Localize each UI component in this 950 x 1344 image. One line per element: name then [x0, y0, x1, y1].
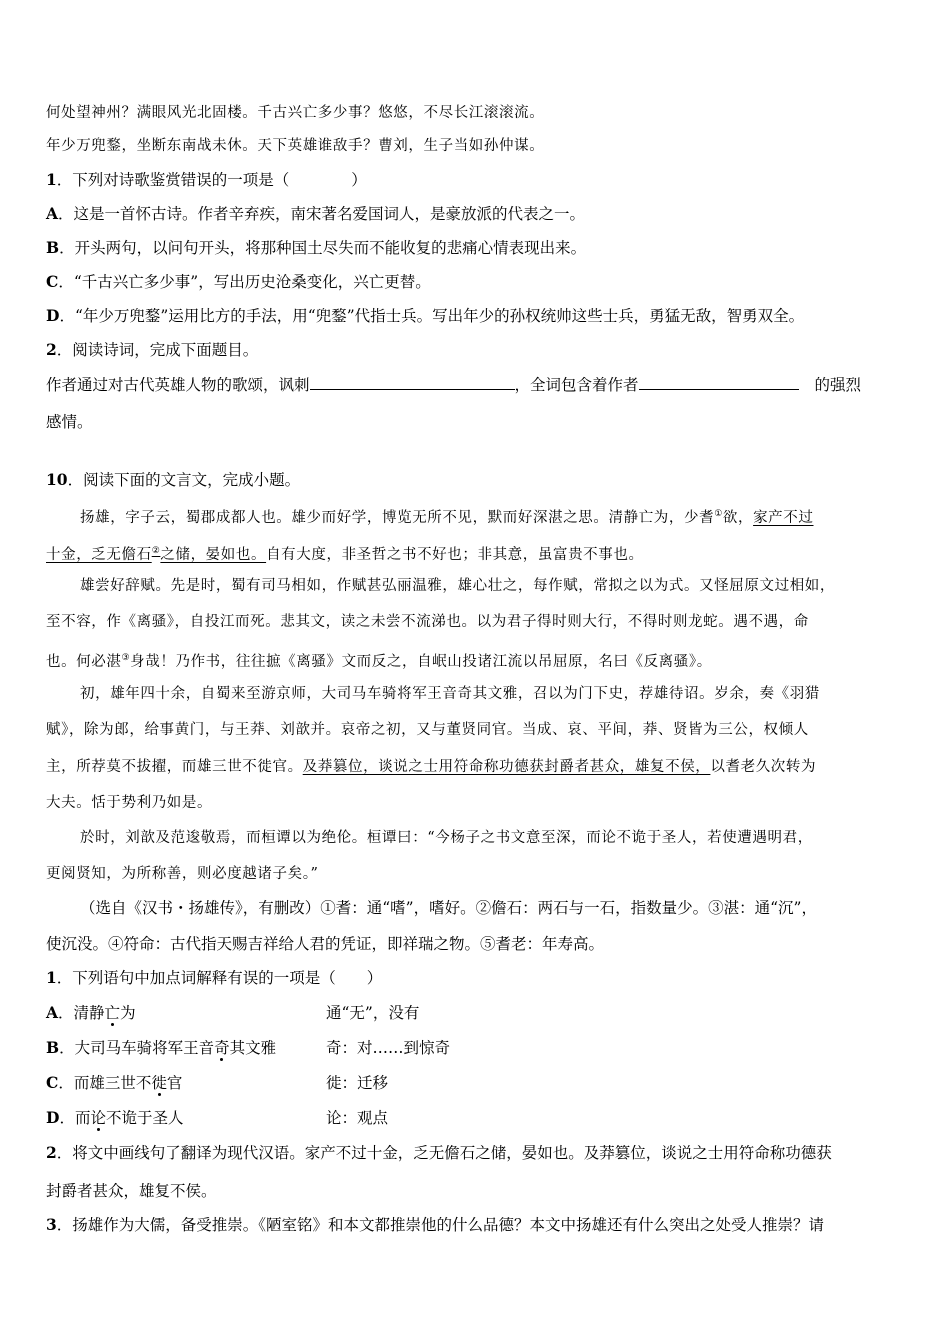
option-b [46, 238, 586, 258]
option-gloss: 论：观点 [326, 1109, 389, 1127]
passage-p3-line1: 初，雄年四十余，自蜀来至游京师，大司马车骑将军王音奇其文雅，召以为门下史，荐雄待诏。岁余，奏《羽猎 [80, 686, 820, 702]
text: 身哉！乃作书，往往摭《离骚》文而反之，自岷山投诸江流以吊屈原，名曰《反离骚》。 [130, 654, 712, 670]
passage-p1-line2 [46, 541, 644, 565]
option-letter: D [46, 306, 60, 325]
question-number: 2 [46, 1143, 57, 1162]
option-text: ．“年少万兜鍪”运用比方的手法，用“兜鍪”代指士兵。写出年少的孙权统帅这些士兵，勇猛无敌，智勇双全。 [59, 307, 805, 325]
question-2 [46, 340, 258, 360]
sub-option-b [46, 1038, 606, 1058]
option-text: ．而 [59, 1109, 91, 1127]
option-c [46, 272, 431, 292]
sub-option-a [46, 1003, 606, 1023]
option-text: 官 [166, 1074, 183, 1092]
passage-p3-line4: 大夫。恬于势利乃如是。 [46, 795, 213, 811]
passage-p2-line2: 至不容，作《离骚》，自投江而死。悲其文，读之未尝不流涕也。以为君子得时则大行，不得时则龙蛇。遇不遇，命 [46, 614, 809, 630]
poem-line-2: 年少万兜鍪，坐断东南战未休。天下英雄谁敌手？曹刘，生子当如孙仲谋。 [46, 138, 545, 154]
sub-option-c [46, 1073, 606, 1093]
option-text: ．清静 [58, 1004, 105, 1022]
option-gloss: 奇：对……到惊奇 [326, 1039, 451, 1057]
option-letter: A [46, 1003, 59, 1022]
question-stem: ．阅读下面的文言文，完成小题。 [67, 471, 301, 489]
underlined-sentence: 十金，乏无儋石 [46, 547, 152, 563]
option-text: ．而雄三世不 [58, 1074, 152, 1092]
underlined-sentence: 及莽篡位，谈说之士用符命称功德获封爵者甚众，雄复不侯， [302, 759, 711, 775]
fill-text: 的强烈 [814, 376, 862, 394]
question-stem: ．扬雄作为大儒，备受推崇。《陋室铭》和本文都推崇他的什么品德？本文中扬雄还有什么突出之处受人推崇？请 [56, 1216, 825, 1234]
passage-p4-line1: 於时，刘歆及范逡敬焉，而桓谭以为绝伦。桓谭曰：“今杨子之书文意至深，而论不诡于圣人，若使遭遇明君， [80, 830, 813, 846]
option-letter: B [46, 238, 60, 257]
passage-p3-line2: 赋》，除为郎，给事黄门，与王莽、刘歆并。哀帝之初，又与董贤同官。当成、哀、平间，莽、贤皆为三公，权倾人 [46, 722, 809, 738]
question-10 [46, 470, 300, 490]
answer-blank-2[interactable] [639, 374, 799, 390]
footnote-mark: ① [714, 509, 723, 519]
poem-line-1: 何处望神州？满眼风光北固楼。千古兴亡多少事？悠悠，不尽长江滚滚流。 [46, 105, 545, 121]
underlined-sentence: 之储，晏如也。 [160, 547, 267, 563]
option-gloss: 通“无”，没有 [326, 1004, 420, 1022]
fill-text: ，全词包含着作者 [514, 376, 639, 394]
option-gloss: 徙：迁移 [326, 1074, 389, 1092]
question-stem: ．将文中画线句了翻译为现代汉语。家产不过十金，乏无儋石之储，晏如也。及莽篡位，谈说之士用符命称功德获 [56, 1144, 832, 1162]
passage-p2-line3 [46, 648, 712, 672]
option-text: ．大司马车骑将军王音 [59, 1039, 215, 1057]
passage-p3-line3 [46, 757, 816, 777]
source-note-line2: 使沉没。④符命：古代指天赐吉祥给人君的凭证，即祥瑞之物。⑤耆老：年寿高。 [46, 935, 605, 953]
passage-p1-line1 [80, 504, 813, 528]
option-letter: C [46, 1073, 59, 1092]
option-text: 其文雅 [229, 1039, 277, 1057]
dotted-word: 奇 [214, 1039, 230, 1057]
passage-p2-line1: 雄尝好辞赋。先是时，蜀有司马相如，作赋甚弘丽温雅，雄心壮之，每作赋，常拟之以为式。又怪屈原文过相如， [80, 578, 835, 594]
fill-text: 作者通过对古代英雄人物的歌颂，讽刺 [46, 376, 310, 394]
text: 以耆老久次转为 [710, 759, 817, 775]
text: 自有大度，非圣哲之书不好也；非其意，虽富贵不事也。 [266, 547, 644, 563]
option-letter: A [46, 204, 59, 223]
question-stem: ．阅读诗词，完成下面题目。 [56, 341, 259, 359]
option-text: 为 [120, 1004, 136, 1022]
question-number: 1 [46, 170, 57, 189]
question-number: 1 [46, 968, 57, 987]
option-letter: B [46, 1038, 60, 1057]
source-note-line1: （选自《汉书・扬雄传》，有删改）①耆：通“嗜”，嗜好。②儋石：两石与一石，指数量少。③湛：通“沉”， [80, 899, 817, 917]
option-text: 不诡于圣人 [105, 1109, 184, 1127]
question-2-fill-line [46, 374, 861, 395]
option-letter: C [46, 272, 59, 291]
option-text: ．开头两句，以问句开头，将那种国土尽失而不能收复的悲痛心情表现出来。 [59, 239, 587, 257]
option-a [46, 204, 585, 224]
question-number: 10 [46, 470, 68, 489]
dotted-word: 徙 [151, 1074, 167, 1092]
option-text: ．“千古兴亡多少事”，写出历史沧桑变化，兴亡更替。 [58, 273, 431, 291]
answer-blank-1[interactable] [310, 374, 515, 390]
footnote-mark: ② [151, 546, 161, 556]
question-2-fill-end: 感情。 [46, 413, 93, 431]
question-number: 3 [46, 1215, 57, 1234]
dotted-word: 论 [90, 1109, 106, 1127]
text: 主，所荐莫不拔擢，而雄三世不徙官。 [46, 759, 303, 775]
sub-question-1 [46, 968, 382, 988]
text: 也。何必湛 [46, 654, 122, 670]
sub-question-2-line2: 封爵者甚众，雄复不侯。 [46, 1182, 217, 1200]
underlined-sentence: 家产不过 [753, 510, 814, 526]
sub-question-3-line1 [46, 1215, 824, 1235]
question-1 [46, 170, 367, 190]
footnote-mark: ③ [121, 653, 131, 663]
text: 扬雄，字子云，蜀郡成都人也。雄少而好学，博览无所不见，默而好深湛之思。清静亡为，少耆 [80, 510, 715, 526]
option-letter: D [46, 1108, 60, 1127]
sub-option-d [46, 1108, 606, 1128]
passage-p4-line2: 更阅贤知，为所称善，则必度越诸子矣。” [46, 866, 319, 882]
sub-question-2-line1 [46, 1143, 832, 1163]
question-number: 2 [46, 340, 57, 359]
option-text: ．这是一首怀古诗。作者辛弃疾，南宋著名爱国词人，是豪放派的代表之一。 [58, 205, 586, 223]
text: 欲， [722, 510, 754, 526]
question-stem: ．下列对诗歌鉴赏错误的一项是（ ） [56, 171, 367, 189]
dotted-word: 亡 [104, 1004, 121, 1022]
option-d [46, 306, 804, 326]
question-stem: ．下列语句中加点词解释有误的一项是（ ） [56, 969, 383, 987]
